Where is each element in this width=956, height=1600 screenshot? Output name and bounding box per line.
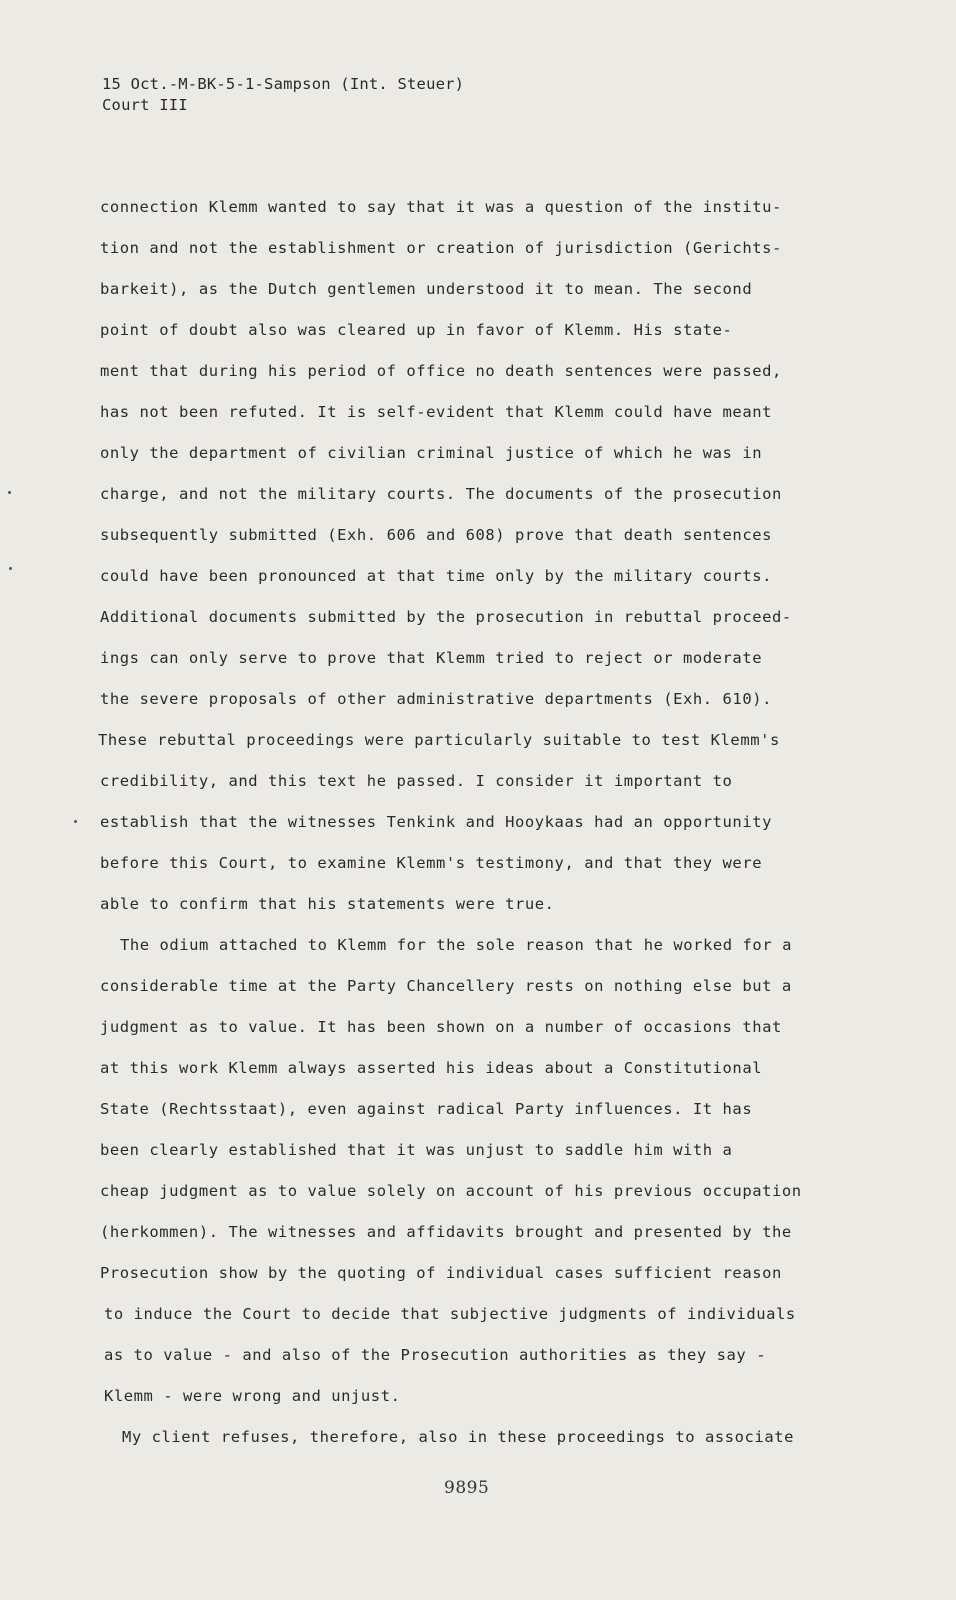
- body-line: only the department of civilian criminal justice of which he was in: [100, 444, 763, 462]
- body-line: subsequently submitted (Exh. 606 and 608) prove that death sentences: [100, 526, 772, 544]
- body-line: considerable time at the Party Chancellery rests on nothing else but a: [100, 977, 792, 995]
- page-number: 9895: [444, 1478, 490, 1498]
- body-line: at this work Klemm always asserted his ideas about a Constitutional: [100, 1059, 763, 1077]
- body-line: charge, and not the military courts. The documents of the prosecution: [100, 485, 782, 503]
- body-line: ings can only serve to prove that Klemm tried to reject or moderate: [100, 649, 763, 667]
- header-case-reference: 15 Oct.-M-BK-5-1-Sampson (Int. Steuer): [102, 75, 465, 93]
- header-court: Court III: [102, 96, 188, 114]
- body-line: barkeit), as the Dutch gentlemen understood it to mean. The second: [100, 280, 753, 298]
- body-line: The odium attached to Klemm for the sole reason that he worked for a: [120, 936, 792, 954]
- body-line: has not been refuted. It is self-evident that Klemm could have meant: [100, 403, 772, 421]
- margin-speck: [9, 567, 12, 570]
- body-line: judgment as to value. It has been shown on a number of occasions that: [100, 1018, 782, 1036]
- body-line: cheap judgment as to value solely on account of his previous occupation: [100, 1182, 802, 1200]
- body-line: State (Rechtsstaat), even against radical Party influences. It has: [100, 1100, 753, 1118]
- body-line: the severe proposals of other administrative departments (Exh. 610).: [100, 690, 772, 708]
- margin-dot: [74, 820, 77, 823]
- body-line: (herkommen). The witnesses and affidavits brought and presented by the: [100, 1223, 792, 1241]
- document-header: [102, 74, 464, 116]
- body-line: able to confirm that his statements were true.: [100, 895, 555, 913]
- body-line: before this Court, to examine Klemm's testimony, and that they were: [100, 854, 763, 872]
- body-line: establish that the witnesses Tenkink and Hooykaas had an opportunity: [100, 813, 772, 831]
- body-line: These rebuttal proceedings were particularly suitable to test Klemm's: [98, 731, 780, 749]
- body-line: to induce the Court to decide that subjective judgments of individuals: [104, 1305, 796, 1323]
- body-line: Prosecution show by the quoting of individual cases sufficient reason: [100, 1264, 782, 1282]
- body-line: Additional documents submitted by the prosecution in rebuttal proceed-: [100, 608, 792, 626]
- margin-speck: [8, 491, 11, 494]
- body-line: point of doubt also was cleared up in favor of Klemm. His state-: [100, 321, 733, 339]
- body-line: connection Klemm wanted to say that it was a question of the institu-: [100, 198, 782, 216]
- body-line: ment that during his period of office no death sentences were passed,: [100, 362, 782, 380]
- body-line: as to value - and also of the Prosecution authorities as they say -: [104, 1346, 767, 1364]
- body-line: tion and not the establishment or creation of jurisdiction (Gerichts-: [100, 239, 782, 257]
- body-line: My client refuses, therefore, also in these proceedings to associate: [122, 1428, 794, 1446]
- body-line: Klemm - were wrong and unjust.: [104, 1387, 401, 1405]
- body-line: credibility, and this text he passed. I consider it important to: [100, 772, 733, 790]
- body-line: been clearly established that it was unjust to saddle him with a: [100, 1141, 733, 1159]
- body-line: could have been pronounced at that time only by the military courts.: [100, 567, 772, 585]
